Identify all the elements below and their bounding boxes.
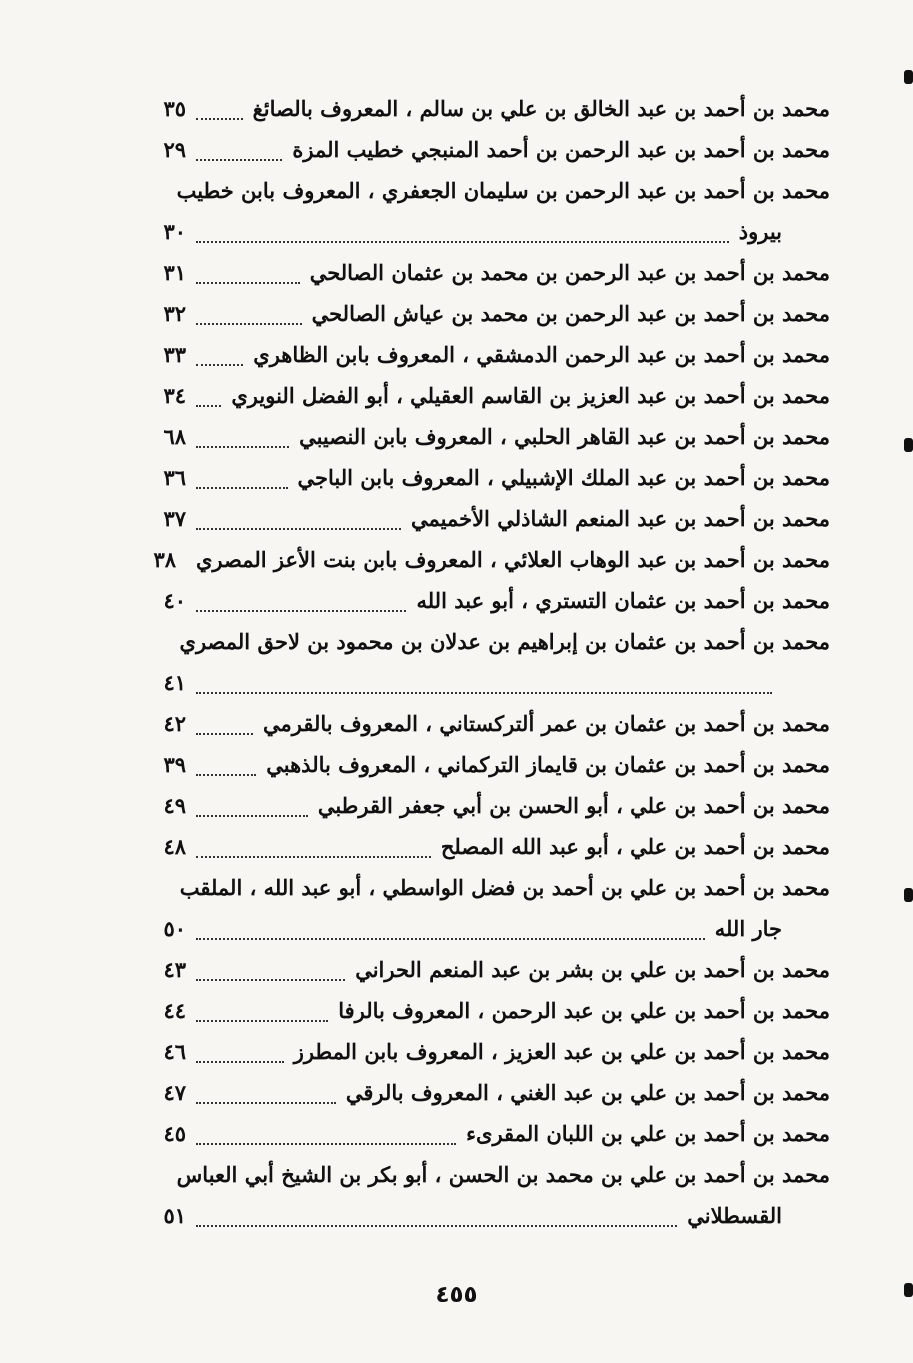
entry-line	[140, 785, 830, 826]
entry-line	[140, 703, 830, 744]
index-entry	[140, 457, 830, 498]
entry-name: محمد بن أحمد بن عبد العزيز بن القاسم العقيلي ، أبو الفضل النويري	[231, 383, 830, 408]
entry-page-number: ٤٠	[163, 588, 186, 613]
entry-page-number: ٣٣	[163, 342, 186, 367]
index-entry	[140, 539, 830, 580]
entry-name: محمد بن أحمد بن علي بن أحمد بن فضل الواسطي ، أبو عبد الله ، الملقب	[179, 875, 830, 900]
entry-page-number: ٣٦	[163, 465, 186, 490]
index-entry	[140, 293, 830, 334]
entry-page-number: ٤٤	[163, 998, 186, 1023]
index-entry	[140, 621, 830, 703]
entry-line	[140, 498, 830, 539]
index-entry	[140, 129, 830, 170]
entry-page-number: ٤٢	[163, 711, 186, 736]
index-entry	[140, 88, 830, 129]
entry-line	[140, 129, 830, 170]
entry-name: محمد بن أحمد بن عبد الرحمن بن محمد بن عثمان الصالحي	[309, 260, 830, 285]
leader-dots	[196, 1197, 677, 1227]
index-entry	[140, 703, 830, 744]
index-entry	[140, 867, 830, 949]
entry-line	[140, 88, 830, 129]
entry-page-number: ٢٩	[163, 137, 186, 162]
leader-dots	[196, 213, 729, 243]
leader-dots	[196, 377, 221, 407]
entry-name: محمد بن أحمد بن علي ، أبو عبد الله المصلح	[440, 834, 830, 859]
entry-line	[140, 949, 830, 990]
entry-page-number: ٣٤	[163, 383, 186, 408]
index-entry	[140, 580, 830, 621]
leader-dots	[196, 418, 289, 448]
leader-dots	[196, 254, 300, 284]
index-entry	[140, 252, 830, 293]
entry-page-number: ٥١	[163, 1203, 186, 1228]
edge-mark	[904, 438, 913, 452]
entry-line	[140, 1154, 830, 1195]
leader-dots	[196, 1074, 336, 1104]
index-entry	[140, 826, 830, 867]
entry-line	[140, 334, 830, 375]
entry-page-number: ٣٥	[163, 96, 186, 121]
entry-page-number: ٤٦	[163, 1039, 186, 1064]
index-entry	[140, 334, 830, 375]
entry-name: القسطلاني	[687, 1203, 782, 1228]
leader-dots	[196, 500, 401, 530]
entry-page-number: ٤٧	[163, 1080, 186, 1105]
leader-dots	[196, 992, 328, 1022]
entry-name: محمد بن أحمد بن عبد الرحمن الدمشقي ، المعروف بابن الظاهري	[253, 342, 830, 367]
leader-dots	[196, 582, 406, 612]
entry-line	[140, 580, 830, 621]
entry-name: محمد بن أحمد بن عبد القاهر الحلبي ، المعروف بابن النصيبي	[299, 424, 830, 449]
index-entry	[140, 744, 830, 785]
entry-line	[140, 1113, 830, 1154]
entry-line	[140, 744, 830, 785]
entry-page-number: ٣٧	[163, 506, 186, 531]
index-entry	[140, 170, 830, 252]
entry-page-number: ٤٩	[163, 793, 186, 818]
entry-page-number: ٤١	[163, 670, 186, 695]
leader-dots	[196, 90, 243, 120]
entry-page-number: ٣٠	[163, 219, 186, 244]
leader-dots	[196, 1033, 284, 1063]
entry-name: محمد بن أحمد بن عثمان بن عمر ألتركستاني ، المعروف بالقرمي	[263, 711, 830, 736]
entry-name: محمد بن أحمد بن عثمان بن إبراهيم بن عدلان بن محمود بن لاحق المصري	[179, 629, 830, 654]
index-entry	[140, 990, 830, 1031]
entry-name: محمد بن أحمد بن عثمان التستري ، أبو عبد الله	[416, 588, 830, 613]
entry-line	[140, 826, 830, 867]
entry-line	[140, 375, 830, 416]
index-entry	[140, 498, 830, 539]
leader-dots	[196, 951, 345, 981]
index-entry	[140, 949, 830, 990]
edge-mark	[904, 1283, 913, 1297]
leader-dots	[196, 459, 288, 489]
leader-dots	[196, 787, 308, 817]
entry-line	[140, 170, 830, 211]
entry-name: محمد بن أحمد بن عبد الوهاب العلائي ، المعروف بابن بنت الأعز المصري	[196, 547, 830, 572]
entry-page-number: ٣١	[163, 260, 186, 285]
entry-page-number: ٤٥	[163, 1121, 186, 1146]
leader-dots	[196, 910, 705, 940]
entry-line	[140, 293, 830, 334]
entry-page-number: ٥٠	[163, 916, 186, 941]
entry-name: محمد بن أحمد بن علي بن عبد الرحمن ، المعروف بالرفا	[338, 998, 830, 1023]
leader-dots	[196, 746, 256, 776]
index-entry	[140, 1113, 830, 1154]
entry-line	[140, 1195, 830, 1236]
entry-name: محمد بن أحمد بن علي بن محمد بن الحسن ، أبو بكر بن الشيخ أبي العباس	[176, 1162, 830, 1187]
entry-name: بيروذ	[738, 219, 782, 244]
entry-name: محمد بن أحمد بن علي بن عبد العزيز ، المعروف بابن المطرز	[293, 1039, 830, 1064]
entry-line	[140, 1031, 830, 1072]
entry-page-number: ٤٣	[163, 957, 186, 982]
entry-line	[140, 252, 830, 293]
entry-name: محمد بن أحمد بن علي ، أبو الحسن بن أبي جعفر القرطبي	[317, 793, 830, 818]
index-entry	[140, 1154, 830, 1236]
entry-name: محمد بن أحمد بن عبد الرحمن بن محمد بن عياش الصالحي	[311, 301, 830, 326]
entry-name: محمد بن أحمد بن عبد الخالق بن علي بن سالم ، المعروف بالصائغ	[252, 96, 830, 121]
entry-line	[140, 211, 830, 252]
entry-line	[140, 539, 830, 580]
edge-mark	[904, 888, 913, 902]
entry-name: محمد بن أحمد بن عبد المنعم الشاذلي الأخميمي	[410, 506, 830, 531]
entry-name: محمد بن أحمد بن عبد الملك الإشبيلي ، المعروف بابن الباجي	[297, 465, 830, 490]
leader-dots	[196, 1115, 456, 1145]
index-entry	[140, 785, 830, 826]
entry-name: جار الله	[714, 916, 782, 941]
entry-line	[140, 416, 830, 457]
entry-page-number: ٤٨	[163, 834, 186, 859]
entry-line	[140, 908, 830, 949]
index-entry	[140, 375, 830, 416]
page-number: ٤٥٥	[435, 1282, 478, 1308]
entry-line	[140, 990, 830, 1031]
leader-dots	[196, 336, 243, 366]
entry-page-number: ٣٩	[163, 752, 186, 777]
index-entries	[140, 88, 830, 1236]
index-entry	[140, 416, 830, 457]
index-entry	[140, 1072, 830, 1113]
entry-line	[140, 662, 830, 703]
entry-line	[140, 867, 830, 908]
entry-name: محمد بن أحمد بن علي بن بشر بن عبد المنعم الحراني	[355, 957, 830, 982]
edge-mark	[904, 70, 913, 84]
leader-dots	[196, 295, 302, 325]
entry-name: محمد بن أحمد بن عبد الرحمن بن سليمان الجعفري ، المعروف بابن خطيب	[176, 178, 830, 203]
entry-page-number: ٣٨	[153, 547, 176, 572]
leader-dots	[196, 664, 772, 694]
entry-name: محمد بن أحمد بن علي بن اللبان المقرىء	[466, 1121, 830, 1146]
entry-page-number: ٣٢	[163, 301, 186, 326]
entry-line	[140, 621, 830, 662]
entry-line	[140, 457, 830, 498]
leader-dots	[196, 828, 431, 858]
entry-line	[140, 1072, 830, 1113]
index-entry	[140, 1031, 830, 1072]
entry-page-number: ٦٨	[163, 424, 186, 449]
leader-dots	[196, 705, 253, 735]
entry-name: محمد بن أحمد بن علي بن عبد الغني ، المعروف بالرقي	[345, 1080, 830, 1105]
leader-dots	[196, 131, 282, 161]
entry-name: محمد بن أحمد بن عبد الرحمن بن أحمد المنبجي خطيب المزة	[292, 137, 830, 162]
entry-name: محمد بن أحمد بن عثمان بن قايماز التركماني ، المعروف بالذهبي	[266, 752, 830, 777]
